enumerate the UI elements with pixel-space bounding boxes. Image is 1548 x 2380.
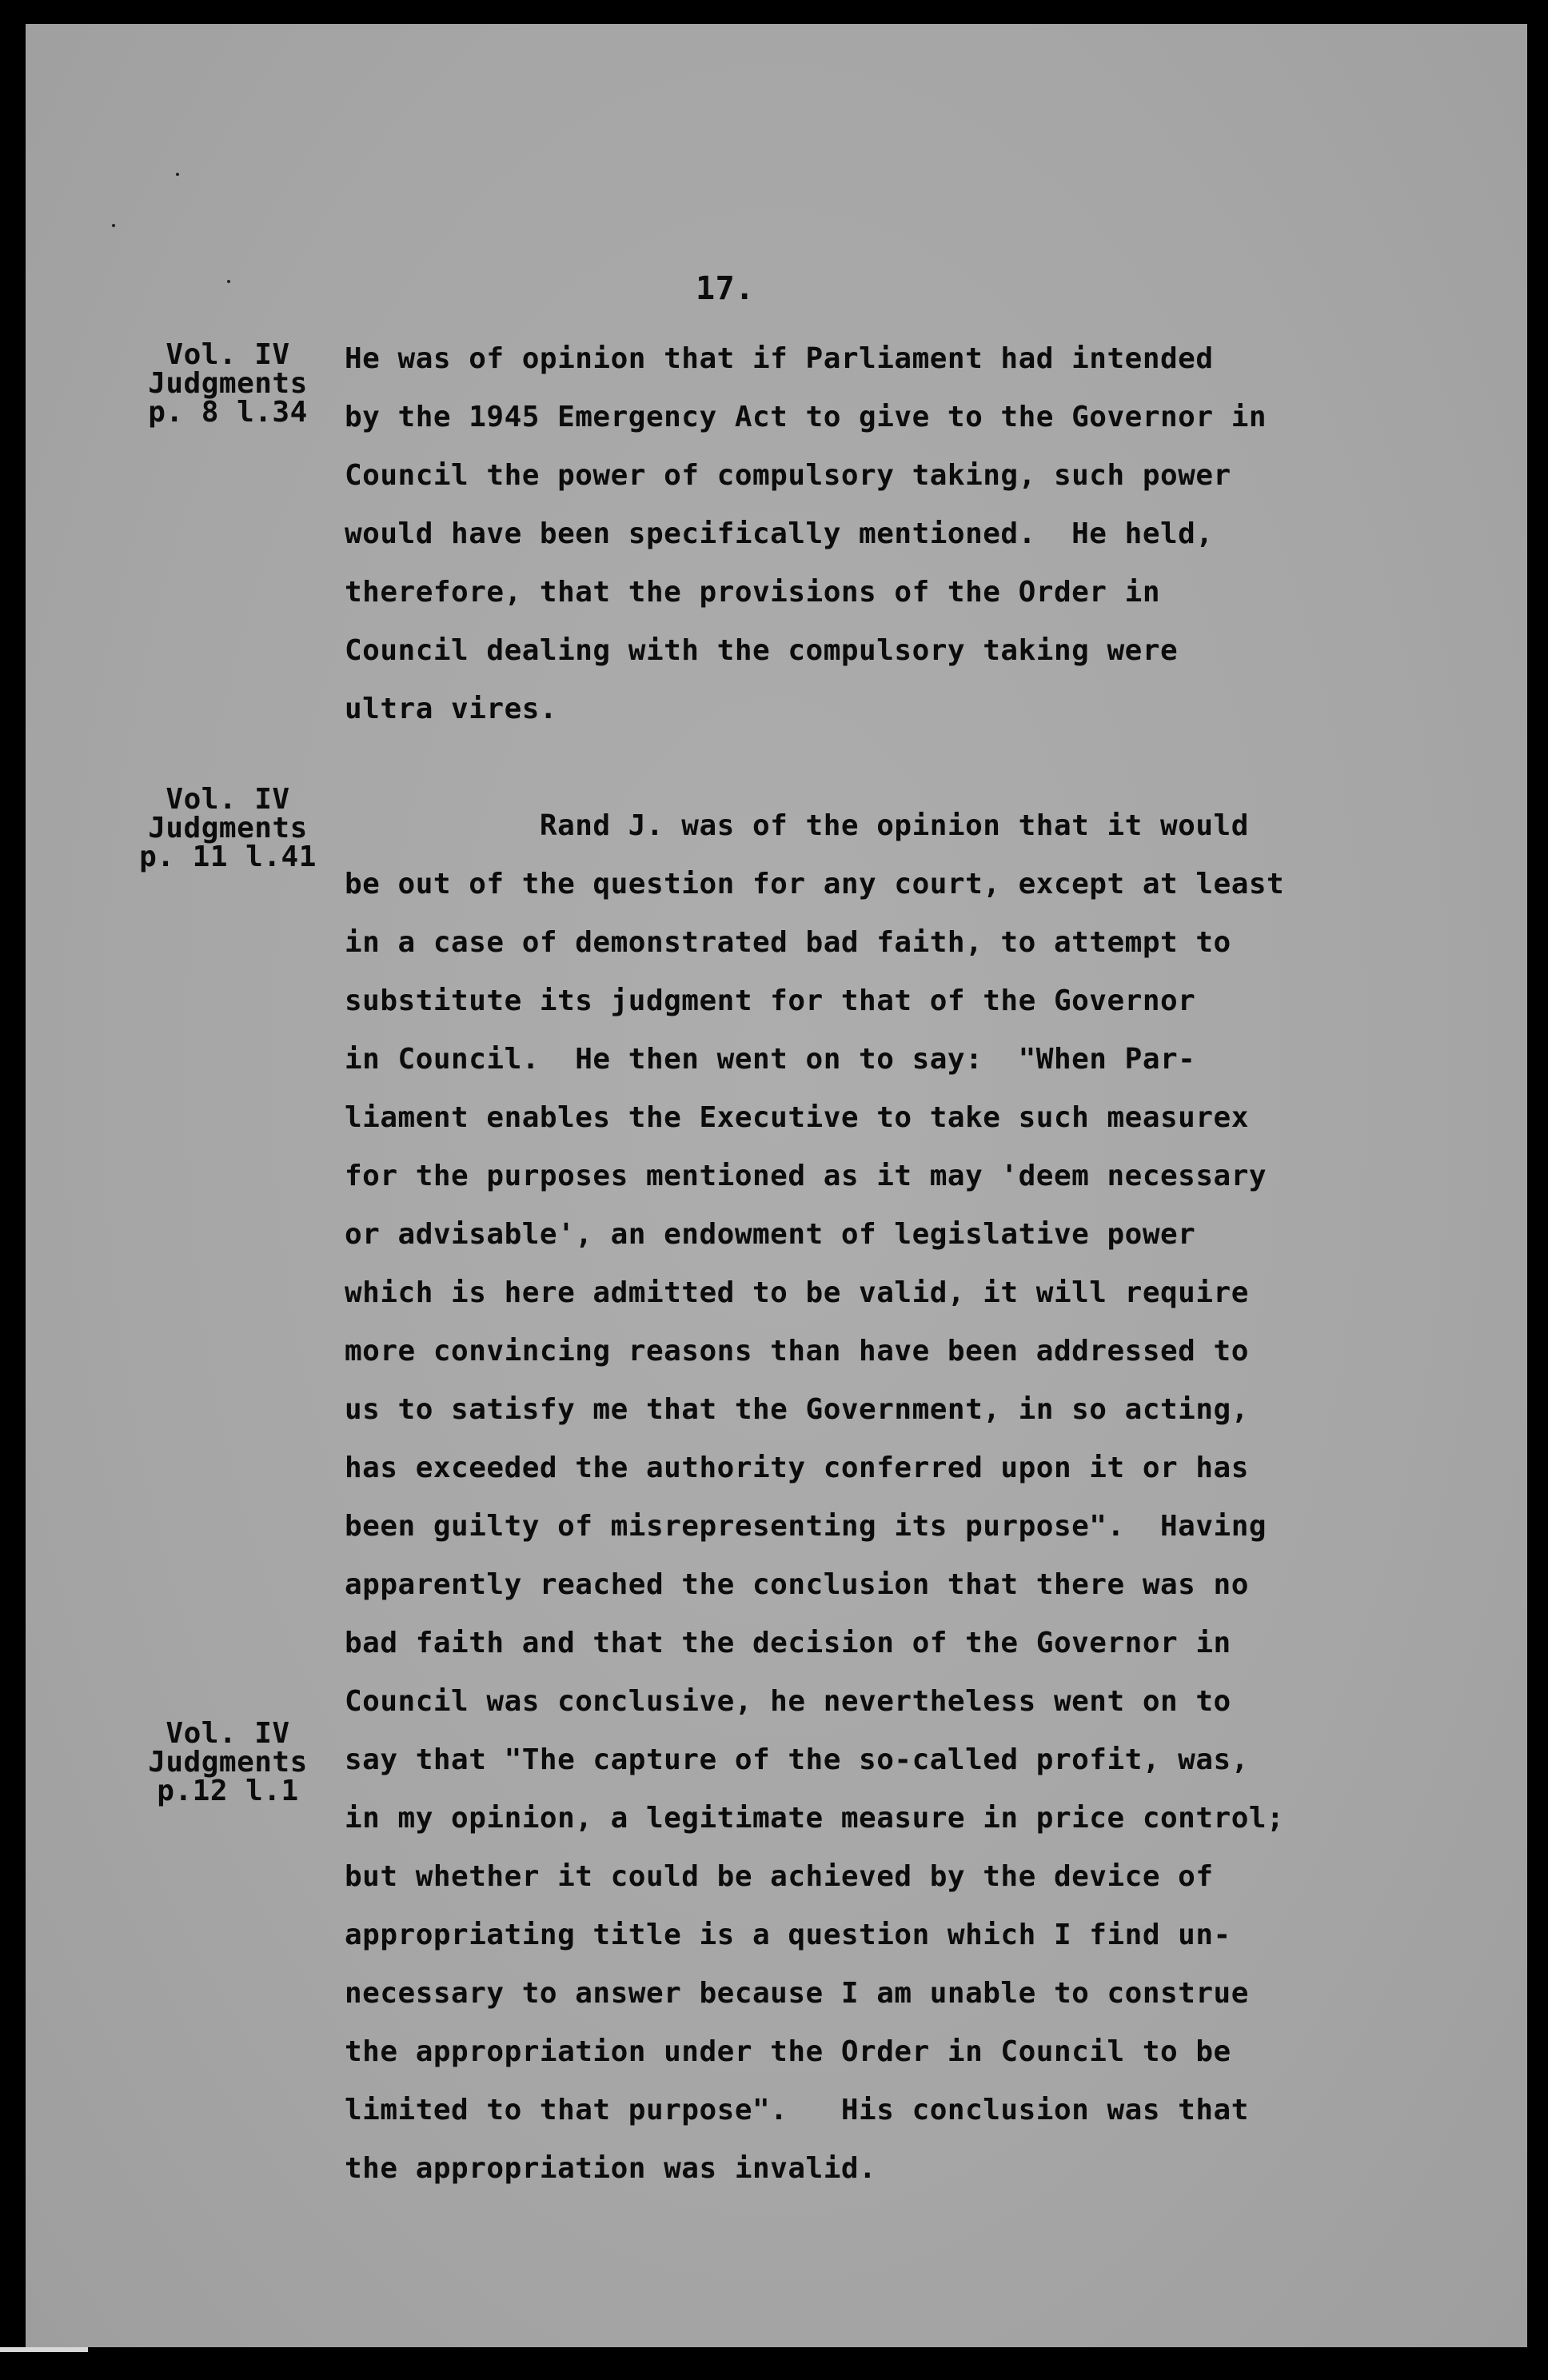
dust-speck [112,224,115,227]
margin-note-1 [128,338,328,429]
dust-speck [176,173,179,176]
text-line: be out of the question for any court, except at least [345,868,1285,900]
text-line: Council dealing with the compulsory taking were [345,634,1179,667]
text-line: which is here admitted to be valid, it will require [345,1276,1249,1309]
text-line: or advisable', an endowment of legislative power [345,1218,1196,1251]
dust-speck [227,280,230,283]
text-line: ultra vires. [345,693,558,725]
text-line: bad faith and that the decision of the Governor in [345,1627,1231,1659]
text-line: substitute its judgment for that of the Governor [345,984,1196,1017]
text-line: limited to that purpose". His conclusion was that [345,2094,1249,2126]
text-line: in Council. He then went on to say: "When Par- [345,1043,1196,1076]
text-line: in my opinion, a legitimate measure in price control; [345,1802,1285,1835]
text-line: Council was conclusive, he nevertheless went on to [345,1685,1231,1718]
margin-note-line: p.12 l.1 [157,1775,299,1807]
text-line: in a case of demonstrated bad faith, to attempt to [345,926,1231,959]
text-line: liament enables the Executive to take such measurex [345,1101,1249,1134]
margin-note-2 [128,785,328,872]
text-line: apparently reached the conclusion that there was no [345,1568,1249,1601]
margin-note-line: Judgments [148,367,308,400]
paragraph-2 [345,797,1352,2198]
margin-note-line: Vol. IV [166,1717,290,1750]
text-line: the appropriation was invalid. [345,2152,877,2185]
text-line: therefore, that the provisions of the Order in [345,576,1160,609]
text-line: say that "The capture of the so-called profit, was, [345,1743,1249,1776]
scan-edge-mark [0,2347,88,2352]
text-line: by the 1945 Emergency Act to give to the Governor in [345,401,1267,433]
margin-note-line: p. 8 l.34 [148,396,308,429]
text-line: been guilty of misrepresenting its purpose". Having [345,1510,1267,1543]
text-line: appropriating title is a question which I find un- [345,1919,1231,1951]
margin-note-line: Judgments [148,1746,308,1779]
text-line: the appropriation under the Order in Council to be [345,2035,1231,2068]
margin-note-line: Vol. IV [166,338,290,371]
text-line: He was of opinion that if Parliament had intended [345,342,1214,375]
margin-note-line: p. 11 l.41 [139,841,317,873]
text-line: more convincing reasons than have been addressed to [345,1335,1249,1368]
text-line: necessary to answer because I am unable to construe [345,1977,1249,2010]
text-line: Council the power of compulsory taking, such power [345,459,1231,492]
margin-note-line: Vol. IV [166,783,290,816]
text-line: but whether it could be achieved by the device of [345,1860,1214,1893]
text-line: would have been specifically mentioned. He held, [345,517,1214,550]
page-number: 17. [696,270,755,307]
paragraph-1 [345,329,1352,738]
paper-sheet [26,24,1527,2347]
text-line: Rand J. was of the opinion that it would [345,809,1249,842]
text-line: for the purposes mentioned as it may 'deem necessary [345,1160,1267,1192]
text-line: us to satisfy me that the Government, in so acting, [345,1393,1249,1426]
margin-note-line: Judgments [148,812,308,845]
margin-note-3 [128,1719,328,1806]
text-line: has exceeded the authority conferred upon it or has [345,1452,1249,1484]
